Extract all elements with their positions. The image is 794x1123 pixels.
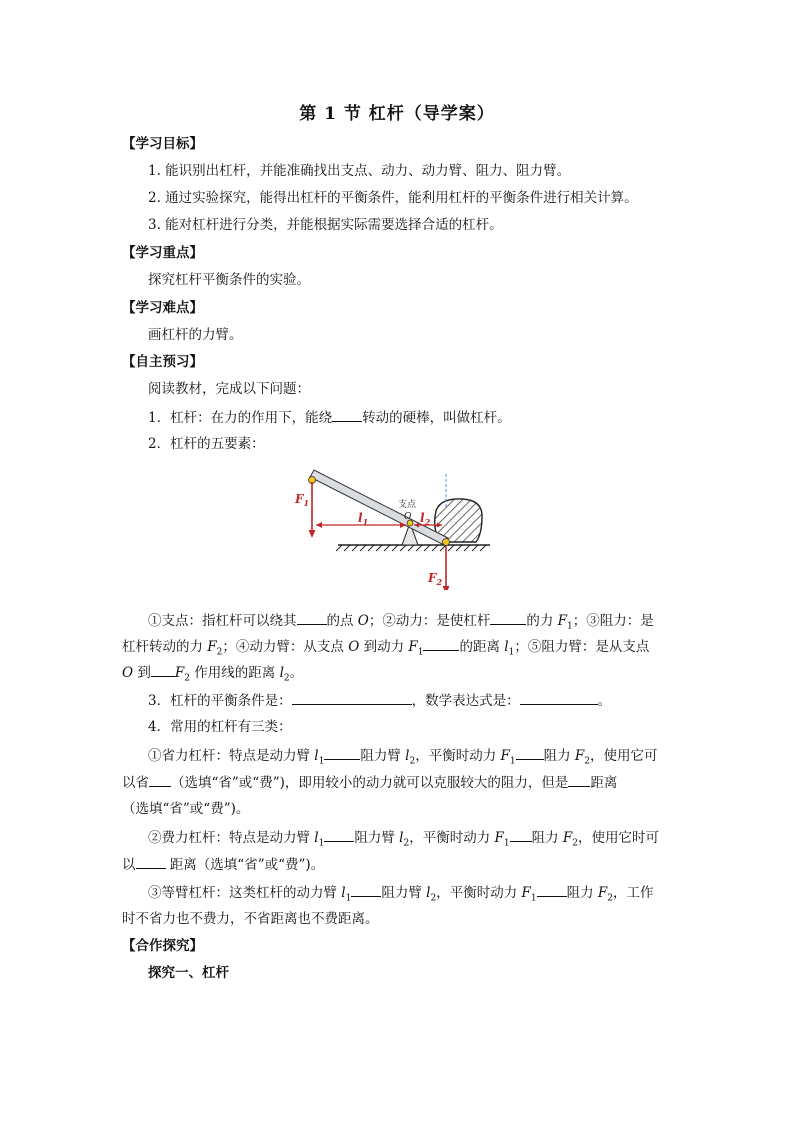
sub-2: 2 bbox=[584, 756, 591, 767]
answer-blank[interactable] bbox=[297, 610, 327, 625]
difficulty-text: 画杠杆的力臂。 bbox=[148, 327, 243, 343]
lever-diagram bbox=[290, 468, 500, 590]
sub-2: 2 bbox=[283, 673, 290, 684]
answer-blank[interactable] bbox=[324, 745, 360, 760]
q1-text-a: 1．杠杆：在力的作用下，能绕 bbox=[148, 410, 333, 426]
sub-2: 2 bbox=[430, 893, 437, 904]
text: 距离（选填“省”或“费”)。 bbox=[165, 857, 325, 873]
sub-2: 2 bbox=[184, 673, 190, 684]
text: 以 bbox=[122, 857, 136, 873]
f2-label: $F_2$ bbox=[428, 571, 443, 587]
five-elements-line-1 bbox=[148, 610, 654, 637]
q4-lever-type-3 bbox=[148, 882, 654, 909]
sub-2: 2 bbox=[409, 756, 416, 767]
text: ，平衡时动力 bbox=[409, 830, 495, 846]
sub-2: 2 bbox=[216, 647, 223, 658]
symbol-l: l bbox=[314, 748, 319, 764]
section-goals: 【学习目标】 bbox=[122, 136, 203, 152]
text: ；②动力：是使杠杆 bbox=[368, 613, 491, 629]
answer-blank[interactable] bbox=[324, 827, 354, 842]
symbol-o: O bbox=[357, 613, 369, 629]
preview-q2: 2．杠杆的五要素： bbox=[148, 436, 265, 452]
text: ②费力杠杆：特点是动力臂 bbox=[148, 830, 315, 846]
answer-blank[interactable] bbox=[568, 772, 590, 787]
text: ①支点：指杠杆可以绕其 bbox=[148, 613, 297, 629]
text: ③等臂杠杆：这类杠杆的动力臂 bbox=[148, 885, 342, 901]
answer-blank[interactable] bbox=[136, 854, 166, 869]
preview-q1 bbox=[148, 407, 511, 428]
text: （选填“省”或“费”)，即用较小的动力就可以克服较大的阻力，但是 bbox=[171, 775, 569, 791]
sub-1: 1 bbox=[508, 647, 515, 658]
o-label: O bbox=[404, 512, 412, 522]
text: 的距离 bbox=[459, 639, 505, 655]
sub-1: 1 bbox=[318, 838, 325, 849]
text: 阻力 bbox=[531, 830, 563, 846]
sub-1: 1 bbox=[345, 893, 352, 904]
preview-intro: 阅读教材，完成以下问题： bbox=[148, 381, 310, 397]
text: 到动力 bbox=[359, 639, 409, 655]
sub-2: 2 bbox=[403, 838, 410, 849]
sub-1: 1 bbox=[417, 647, 424, 658]
text: 的点 bbox=[326, 613, 358, 629]
five-elements-line-3 bbox=[122, 662, 303, 689]
symbol-f: F bbox=[174, 665, 185, 681]
goal-1: 1. 能识别出杠杆，并能准确找出支点、动力、动力臂、阻力、阻力臂。 bbox=[148, 163, 571, 179]
text: ，使用它时可 bbox=[578, 830, 660, 846]
answer-blank[interactable] bbox=[537, 882, 567, 897]
lever-bar bbox=[310, 470, 448, 545]
ground-hatch bbox=[336, 545, 486, 551]
sub-1: 1 bbox=[509, 756, 516, 767]
symbol-f: F bbox=[500, 748, 510, 764]
q4-lever-type-2-cont bbox=[122, 854, 324, 875]
answer-blank[interactable] bbox=[151, 662, 175, 677]
symbol-f: F bbox=[574, 748, 585, 764]
text: ；⑤阻力臂：是从支点 bbox=[514, 639, 650, 655]
section-difficulty: 【学习难点】 bbox=[122, 300, 203, 316]
symbol-f: F bbox=[557, 613, 568, 629]
section-key-points: 【学习重点】 bbox=[122, 245, 203, 261]
answer-blank[interactable] bbox=[351, 882, 381, 897]
goal-3: 3. 能对杠杆进行分类，并能根据实际需要选择合适的杠杆。 bbox=[148, 217, 503, 233]
answer-blank[interactable] bbox=[490, 610, 526, 625]
fulcrum-label: 支点 bbox=[398, 500, 417, 510]
answer-blank[interactable] bbox=[520, 690, 598, 705]
text: 阻力臂 bbox=[360, 748, 406, 764]
text: 阻力臂 bbox=[381, 885, 427, 901]
l2-label: $l_2$ bbox=[420, 511, 431, 527]
symbol-l: l bbox=[405, 748, 410, 764]
q4-lever-type-1-cont bbox=[122, 772, 617, 793]
symbol-l: l bbox=[341, 885, 346, 901]
text: 距离 bbox=[590, 775, 618, 791]
text: ；③阻力：是 bbox=[572, 613, 654, 629]
symbol-l: l bbox=[399, 830, 404, 846]
text: 到 bbox=[133, 665, 151, 681]
answer-blank[interactable] bbox=[510, 827, 532, 842]
text: 以省 bbox=[122, 775, 149, 791]
q4-lever-type-1-note: （选填“省”或“费”)。 bbox=[122, 801, 250, 817]
symbol-l: l bbox=[279, 665, 284, 681]
text: ，平衡时动力 bbox=[415, 748, 501, 764]
preview-q4-intro: 4．常用的杠杆有三类： bbox=[148, 719, 292, 735]
q4-lever-type-2 bbox=[148, 827, 659, 854]
text: ，使用它可 bbox=[590, 748, 658, 764]
symbol-f: F bbox=[562, 830, 573, 846]
symbol-o: O bbox=[348, 639, 360, 655]
text: 作用线的距离 bbox=[189, 665, 280, 681]
sub-1: 1 bbox=[503, 838, 510, 849]
text: ，工作 bbox=[613, 885, 654, 901]
text: ，平衡时动力 bbox=[436, 885, 522, 901]
answer-blank[interactable] bbox=[292, 690, 412, 705]
text: 。 bbox=[289, 665, 304, 681]
sub-2: 2 bbox=[607, 893, 614, 904]
sub-1: 1 bbox=[567, 621, 573, 632]
sub-1: 1 bbox=[530, 893, 537, 904]
answer-blank[interactable] bbox=[332, 407, 362, 422]
text: 。 bbox=[597, 693, 612, 709]
l1-label: $l_1$ bbox=[358, 511, 369, 527]
section-preview: 【自主预习】 bbox=[122, 354, 203, 370]
page-title: 第 1 节 杠杆（导学案） bbox=[299, 104, 495, 124]
load-point bbox=[443, 539, 450, 546]
text: 的力 bbox=[526, 613, 558, 629]
text: 阻力 bbox=[543, 748, 575, 764]
sub-1: 1 bbox=[318, 756, 325, 767]
text: ，数学表达式是： bbox=[411, 693, 520, 709]
symbol-f: F bbox=[597, 885, 608, 901]
text: 阻力 bbox=[566, 885, 598, 901]
five-elements-line-2 bbox=[122, 636, 649, 663]
symbol-f: F bbox=[408, 639, 418, 655]
answer-blank[interactable] bbox=[149, 772, 171, 787]
answer-blank[interactable] bbox=[423, 636, 459, 651]
symbol-f: F bbox=[494, 830, 504, 846]
symbol-l: l bbox=[426, 885, 431, 901]
answer-blank[interactable] bbox=[516, 745, 544, 760]
preview-q3 bbox=[148, 690, 611, 711]
key-point-text: 探究杠杆平衡条件的实验。 bbox=[148, 272, 310, 288]
q4-lever-type-3-cont: 时不省力也不费力，不省距离也不费距离。 bbox=[122, 911, 379, 927]
text: 阻力臂 bbox=[354, 830, 400, 846]
q1-text-b: 转动的硬棒，叫做杠杆。 bbox=[362, 410, 511, 426]
sub-2: 2 bbox=[572, 838, 579, 849]
text: 杠杆转动的力 bbox=[122, 639, 208, 655]
symbol-o: O bbox=[122, 665, 134, 681]
text: 3．杠杆的平衡条件是： bbox=[148, 693, 292, 709]
text: ①省力杠杆：特点是动力臂 bbox=[148, 748, 315, 764]
text: ；④动力臂：从支点 bbox=[222, 639, 349, 655]
goal-2: 2. 通过实验探究，能得出杠杆的平衡条件，能利用杠杆的平衡条件进行相关计算。 bbox=[148, 190, 638, 206]
symbol-f: F bbox=[207, 639, 217, 655]
symbol-l: l bbox=[314, 830, 319, 846]
q4-lever-type-1 bbox=[148, 745, 658, 772]
section-coop: 【合作探究】 bbox=[122, 938, 203, 954]
symbol-f: F bbox=[521, 885, 531, 901]
explore-1-heading: 探究一、杠杆 bbox=[148, 965, 229, 981]
symbol-l: l bbox=[504, 639, 509, 655]
f1-label: $F_1$ bbox=[295, 492, 310, 508]
